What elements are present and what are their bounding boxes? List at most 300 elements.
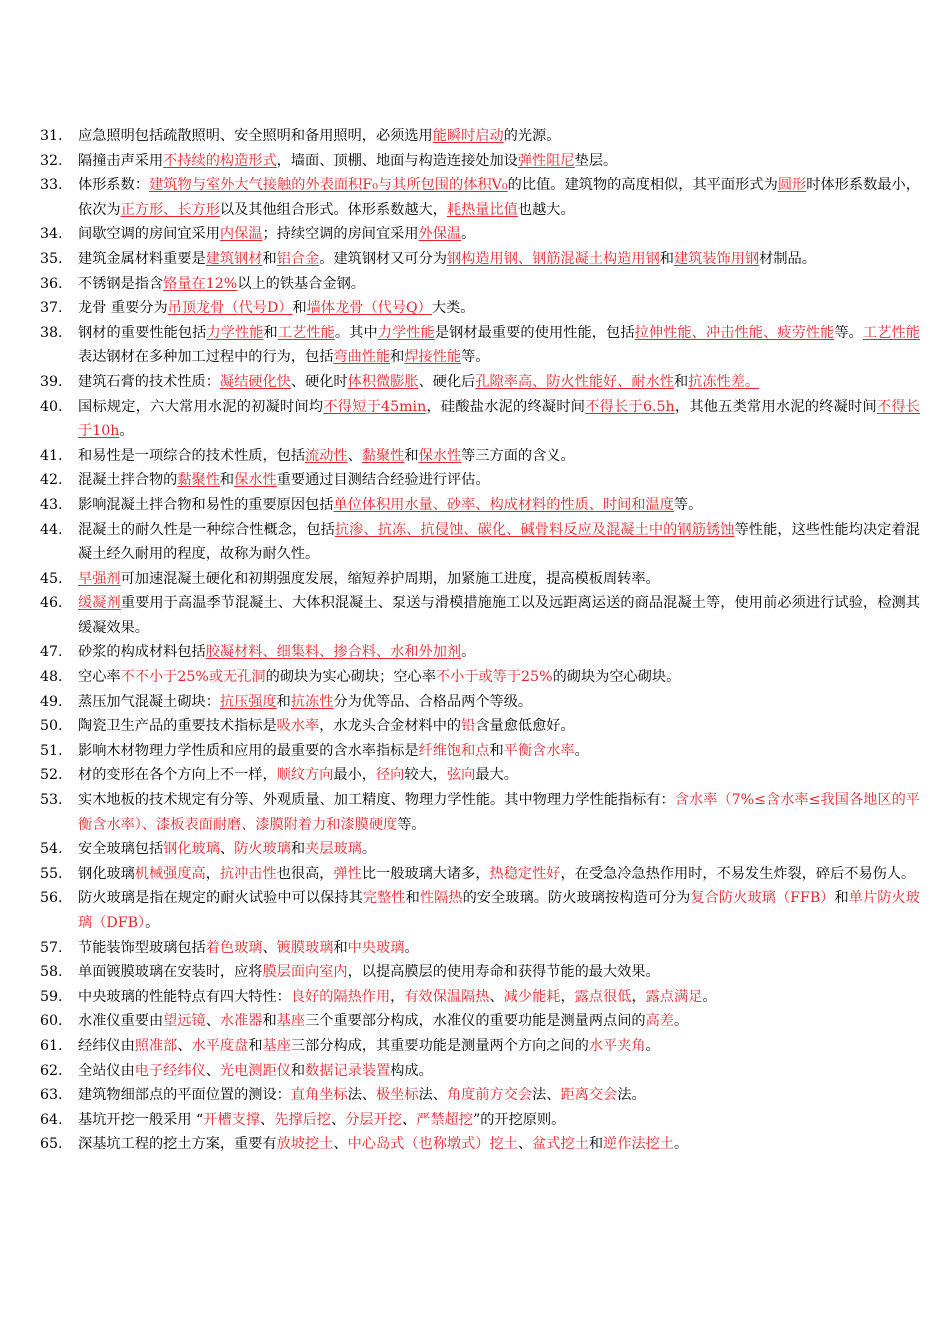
item-text: [78, 936, 920, 961]
item-number: 50.: [40, 718, 63, 735]
text-segment: 陶瓷卫生产品的重要技术指标是: [78, 718, 277, 735]
document-body: [40, 124, 920, 1157]
text-segment: 较大，: [404, 767, 447, 784]
list-item: [40, 960, 920, 985]
text-segment: 。: [645, 1037, 660, 1054]
text-segment: 大类。: [431, 300, 475, 317]
text-segment: ，: [631, 988, 646, 1005]
list-item: [40, 149, 920, 174]
list-item: [40, 518, 920, 567]
highlighted-term: 不得短于45min: [323, 398, 427, 415]
highlighted-term: 严禁超挖: [416, 1111, 473, 1128]
text-segment: 、: [219, 841, 235, 858]
text-segment: 等三方面的含义。: [461, 447, 575, 464]
item-text: [78, 296, 920, 321]
list-item: [40, 886, 920, 935]
highlighted-term: 平衡含水率: [503, 742, 575, 759]
text-segment: 。: [145, 915, 160, 931]
list-item: [40, 1009, 920, 1034]
highlighted-term: 建筑物与室外大气接触的外表面积F₀与其所包围的体积V₀: [149, 177, 508, 194]
list-item: [40, 124, 920, 149]
highlighted-term: 抗冻性: [290, 693, 334, 710]
highlighted-term: 不持续的构造形式: [163, 152, 277, 169]
item-number: 53.: [40, 792, 63, 809]
list-item: [40, 247, 920, 272]
highlighted-term: 力学性能: [206, 324, 264, 341]
item-text: [78, 567, 920, 592]
text-segment: 、: [205, 1013, 220, 1030]
text-segment: 的安全玻璃。防火玻璃按构造可分为: [462, 890, 691, 907]
highlighted-term: 极坐标: [375, 1087, 419, 1104]
item-text: [78, 321, 920, 370]
text-segment: 隔撞击声采用: [78, 152, 164, 169]
highlighted-term: 防火玻璃: [234, 841, 291, 858]
list-item: [40, 1083, 920, 1108]
text-segment: 和易性是一项综合的技术性质，包括: [78, 447, 306, 464]
highlighted-term: 基座: [262, 1037, 291, 1054]
item-number: 43.: [40, 496, 63, 513]
highlighted-term: 力学性能: [377, 324, 435, 341]
highlighted-term: 吊顶龙骨（代号D）: [167, 300, 293, 317]
highlighted-term: 弦向: [446, 767, 476, 784]
text-segment: 等。: [397, 816, 426, 833]
highlighted-term: 直角坐标: [290, 1087, 348, 1104]
list-item: [40, 936, 920, 961]
text-segment: 。: [702, 988, 717, 1005]
list-item: [40, 837, 920, 862]
highlighted-term: 吸水率: [276, 718, 320, 735]
highlighted-term: 水平度盘: [191, 1037, 249, 1054]
list-item: [40, 739, 920, 764]
item-number: 31.: [40, 128, 63, 144]
item-number: 44.: [40, 521, 63, 538]
text-segment: 。: [461, 226, 476, 243]
text-segment: 、: [517, 1136, 533, 1153]
list-item: [40, 714, 920, 739]
text-segment: 国标规定，六大常用水泥的初凝时间均: [78, 398, 324, 415]
text-segment: 和: [673, 373, 689, 390]
highlighted-term: 钢化玻璃: [163, 841, 220, 858]
item-number: 59.: [40, 988, 63, 1005]
item-text: [78, 1132, 920, 1157]
text-segment: ，: [560, 988, 575, 1005]
item-text: [78, 1009, 920, 1034]
highlighted-term: 照准部: [134, 1037, 178, 1054]
list-item: [40, 1034, 920, 1059]
text-segment: 钢材的重要性能包括: [78, 324, 207, 341]
highlighted-term: 弯曲性能: [333, 349, 391, 366]
text-segment: 、: [401, 1111, 417, 1128]
highlighted-term: 水准器: [219, 1013, 263, 1030]
highlighted-term: 单片防火玻璃（DFB）: [78, 890, 920, 931]
text-segment: 实木地板的技术规定有分等、外观质量、加工精度、物理力学性能。其中物理力学性能指标有：: [78, 792, 675, 809]
highlighted-term: 中央玻璃: [347, 939, 405, 956]
highlighted-term: 热稳定性好: [489, 865, 561, 882]
text-segment: 法、: [532, 1087, 561, 1104]
text-segment: 防火玻璃是指在规定的耐火试验中可以保持其: [78, 890, 363, 907]
highlighted-term: 露点满足: [645, 988, 703, 1005]
highlighted-term: 不得长于10h: [78, 398, 920, 440]
item-text: [78, 370, 920, 395]
item-text: [78, 690, 920, 715]
text-segment: 钢化玻璃: [78, 865, 135, 882]
list-item: [40, 763, 920, 788]
item-number: 52.: [40, 767, 63, 784]
text-segment: 以上的铁基合金钢。: [237, 275, 365, 292]
item-number: 48.: [40, 669, 63, 686]
highlighted-term: 拉伸性能、冲击性能、疲劳性能: [634, 324, 835, 341]
item-text: [78, 247, 920, 272]
text-segment: 和: [659, 250, 674, 267]
text-segment: 混凝土的耐久性是一种综合性概念，包括: [78, 521, 335, 538]
text-segment: ，墙面、顶棚、地面与构造连接处加设: [276, 152, 518, 169]
text-segment: 时体形系数最小，依次为: [78, 177, 920, 218]
item-text: [78, 493, 920, 518]
list-item: [40, 395, 920, 444]
highlighted-term: 含水率（7%≤含水率≤我国各地区的平衡含水率）、漆板表面耐磨、漆膜附着力和漆膜硬度: [78, 792, 920, 833]
text-segment: 。其中: [334, 324, 378, 341]
highlighted-term: 黏聚性: [361, 447, 405, 464]
text-segment: 和: [262, 250, 277, 267]
item-text: [78, 272, 920, 297]
item-number: 65.: [40, 1136, 63, 1153]
highlighted-term: 盆式挖土: [532, 1136, 589, 1153]
item-text: [78, 591, 920, 640]
text-segment: 等。: [673, 496, 703, 513]
highlighted-term: 孔隙率高、防火性能好、耐水性: [475, 373, 674, 390]
text-segment: 法。: [617, 1087, 646, 1104]
text-segment: 、: [333, 1136, 348, 1153]
text-segment: 。: [674, 1013, 689, 1030]
list-item: [40, 222, 920, 247]
highlighted-term: 望远镜: [163, 1013, 206, 1030]
text-segment: 全站仪由: [78, 1062, 135, 1079]
item-text: [78, 149, 920, 174]
text-segment: 的砌块为实心砌块；空心率: [265, 669, 436, 686]
highlighted-term: 流动性: [305, 447, 348, 464]
text-segment: 可加速混凝土硬化和初期强度发展，缩短养护周期，加紧施工进度，提高模板周转率。: [120, 570, 660, 587]
text-segment: 等。: [461, 349, 490, 366]
text-segment: 深基坑工程的挖土方案，重要有: [78, 1136, 277, 1153]
highlighted-term: 良好的隔热作用: [290, 988, 391, 1005]
text-segment: 等性能，这些性能均决定着混凝土经久耐用的程度，故称为耐久性。: [78, 521, 920, 563]
list-item: [40, 493, 920, 518]
text-segment: 中央玻璃的性能特点有四大特性：: [78, 988, 291, 1005]
highlighted-term: 角度前方交会: [446, 1087, 533, 1104]
item-text: [78, 1034, 920, 1059]
item-number: 64.: [40, 1111, 63, 1128]
highlighted-term: 弹性: [333, 865, 362, 882]
highlighted-term: 胶凝材料、细集料、掺合料、水和外加剂: [205, 644, 462, 661]
text-segment: 、硬化时: [290, 373, 348, 390]
text-segment: 混凝土拌合物的: [78, 472, 178, 489]
highlighted-term: 不不小于25%或无孔洞: [120, 669, 266, 686]
highlighted-term: 镀膜玻璃: [276, 939, 334, 956]
item-number: 38.: [40, 324, 63, 341]
text-segment: 间歇空调的房间宜采用: [78, 226, 220, 243]
list-item: [40, 690, 920, 715]
highlighted-term: 夹层玻璃: [305, 841, 362, 858]
item-text: [78, 886, 920, 935]
highlighted-term: 着色玻璃: [205, 939, 263, 956]
item-number: 54.: [40, 841, 63, 858]
highlighted-term: 缓凝剂: [78, 595, 121, 612]
list-item: [40, 468, 920, 493]
highlighted-term: 耗热量比值: [446, 201, 518, 218]
text-segment: 、: [260, 1111, 275, 1128]
highlighted-term: 建筑钢材: [205, 250, 263, 267]
text-segment: 也越大。: [517, 201, 575, 218]
text-segment: 等。: [834, 324, 863, 341]
text-segment: 。: [574, 742, 589, 759]
text-segment: 体形系数：: [78, 177, 150, 194]
highlighted-term: 钢构造用钢、钢筋混凝土构造用钢: [446, 250, 660, 267]
text-segment: 影响混凝土拌合物和易性的重要原因包括: [78, 496, 334, 513]
text-segment: 法、: [418, 1087, 447, 1104]
text-segment: 分为优等品、合格品两个等级。: [333, 693, 533, 710]
text-segment: 重要用于高温季节混凝土、大体积混凝土、泵送与滑模措施施工以及远距离运送的商品混凝土等，使用前必须进行试验，检测其缓凝效果。: [78, 595, 920, 636]
list-item: [40, 1108, 920, 1133]
item-text: [78, 395, 920, 444]
text-segment: 经纬仪由: [78, 1037, 135, 1054]
text-segment: 龙骨 重要分为: [78, 300, 168, 317]
item-number: 57.: [40, 939, 63, 956]
highlighted-term: 抗渗、抗冻、抗侵蚀、碳化、碱骨料反应及混凝土中的钢筋锈蚀: [334, 521, 735, 538]
text-segment: 和: [276, 693, 291, 710]
highlighted-term: 距离交会: [560, 1087, 618, 1104]
highlighted-term: 电子经纬仪: [134, 1062, 206, 1079]
highlighted-term: 铬量在12%: [163, 275, 238, 292]
text-segment: 含量愈低愈好。: [475, 718, 575, 735]
item-number: 33.: [40, 177, 63, 194]
item-number: 46.: [40, 595, 63, 612]
text-segment: 和: [489, 742, 504, 759]
text-segment: 和: [290, 841, 306, 858]
text-segment: 、: [177, 1037, 192, 1054]
text-segment: 、: [489, 988, 504, 1005]
item-number: 37.: [40, 300, 63, 317]
highlighted-term: 先撑后挖: [274, 1111, 331, 1128]
highlighted-term: 早强剂: [78, 570, 121, 587]
text-segment: ，硅酸盐水泥的终凝时间: [426, 398, 586, 415]
text-segment: 影响木材物理力学性质和应用的最重要的含水率指标是: [78, 742, 419, 759]
item-number: 34.: [40, 226, 63, 243]
item-number: 62.: [40, 1062, 63, 1079]
item-number: 36.: [40, 275, 63, 292]
highlighted-term: 工艺性能: [277, 324, 335, 341]
highlighted-term: 数据记录装置: [305, 1062, 391, 1079]
item-number: 60.: [40, 1013, 63, 1030]
text-segment: 材制品。: [759, 250, 816, 267]
highlighted-term: 复合防火玻璃（FFB）: [690, 890, 835, 907]
text-segment: 和: [292, 300, 307, 317]
text-segment: 空心率: [78, 669, 121, 686]
highlighted-term: 铅: [461, 718, 476, 735]
list-item: [40, 788, 920, 837]
text-segment: 和: [263, 324, 278, 341]
highlighted-term: 黏聚性: [177, 472, 220, 489]
highlighted-term: 径向: [375, 767, 405, 784]
list-item: [40, 296, 920, 321]
highlighted-term: 内保温: [219, 226, 263, 243]
highlighted-term: 抗冲击性: [219, 865, 277, 882]
text-segment: 和: [405, 890, 420, 907]
text-segment: ，在受急冷急热作用时，不易发生炸裂，碎后不易伤人。: [560, 865, 916, 882]
highlighted-term: 圆形: [777, 177, 807, 194]
list-item: [40, 567, 920, 592]
text-segment: 、: [262, 939, 277, 956]
text-segment: ，: [390, 988, 405, 1005]
item-text: [78, 763, 920, 788]
item-text: [78, 1108, 920, 1133]
text-segment: 比一般玻璃大诸多，: [361, 865, 490, 882]
list-item: [40, 1132, 920, 1157]
highlighted-term: 高差: [645, 1013, 674, 1030]
highlighted-term: 正方形、长方形: [120, 201, 220, 218]
highlighted-term: 顺纹方向: [276, 767, 334, 784]
item-text: [78, 222, 920, 247]
highlighted-term: 露点很低: [574, 988, 632, 1005]
item-text: [78, 640, 920, 665]
text-segment: 砂浆的构成材料包括: [78, 644, 206, 661]
text-segment: 和: [390, 349, 405, 366]
item-text: [78, 837, 920, 862]
highlighted-term: 单位体积用水量、砂率、构成材料的性质、时间和温度: [333, 496, 674, 513]
text-segment: 和: [219, 472, 235, 489]
item-number: 56.: [40, 890, 63, 907]
text-segment: 最大。: [475, 767, 518, 784]
item-text: [78, 1059, 920, 1084]
text-segment: 、: [331, 1111, 346, 1128]
text-segment: ；持续空调的房间宜采用: [262, 226, 419, 243]
highlighted-term: 焊接性能: [404, 349, 462, 366]
highlighted-term: 中心岛式（也称墩式）挖土: [347, 1136, 518, 1153]
text-segment: ，: [205, 865, 220, 882]
text-segment: 建筑金属材料重要是: [78, 250, 206, 267]
highlighted-term: 铝合金: [276, 250, 320, 267]
highlighted-term: 水平夹角: [588, 1037, 646, 1054]
text-segment: 。: [361, 841, 377, 858]
text-segment: 和: [588, 1136, 604, 1153]
text-segment: 和: [262, 1013, 277, 1030]
text-segment: 三个重要部分构成，水准仪的重要功能是测量两点间的: [305, 1013, 646, 1030]
text-segment: 、硬化后: [418, 373, 476, 390]
text-segment: 和: [404, 447, 419, 464]
item-number: 41.: [40, 447, 63, 464]
text-segment: 安全玻璃包括: [78, 841, 164, 858]
text-segment: 不锈钢是指含: [78, 275, 164, 292]
text-segment: 建筑石膏的技术性质：: [78, 373, 220, 390]
text-segment: ”的开挖原则。: [472, 1111, 566, 1128]
list-item: [40, 444, 920, 469]
text-segment: 应急照明包括疏散照明、安全照明和备用照明，必须选用: [78, 128, 433, 144]
highlighted-term: 保水性: [418, 447, 462, 464]
item-text: [78, 468, 920, 493]
text-segment: 。建筑钢材又可分为: [319, 250, 447, 267]
highlighted-term: 光电测距仪: [219, 1062, 291, 1079]
text-segment: 表达钢材在多种加工过程中的行为，包括: [78, 349, 334, 366]
item-number: 32.: [40, 152, 63, 169]
highlighted-term: 工艺性能: [862, 324, 920, 341]
text-segment: ，水龙头合金材料中的: [319, 718, 462, 735]
item-text: [78, 124, 920, 149]
item-number: 35.: [40, 250, 63, 267]
item-number: 55.: [40, 865, 63, 882]
text-segment: 的砌块为空心砌块。: [552, 669, 681, 686]
item-number: 63.: [40, 1087, 63, 1104]
text-segment: ，其他五类常用水泥的终凝时间: [674, 398, 877, 415]
text-segment: 也很高，: [276, 865, 334, 882]
text-segment: 和: [248, 1037, 263, 1054]
item-number: 39.: [40, 373, 63, 390]
list-item: [40, 862, 920, 887]
list-item: [40, 173, 920, 222]
text-segment: 材的变形在各个方向上不一样，: [78, 767, 277, 784]
list-item: [40, 321, 920, 370]
item-number: 51.: [40, 742, 63, 759]
highlighted-term: 建筑装饰用钢: [673, 250, 760, 267]
text-segment: 单面镀膜玻璃在安装时，应将: [78, 964, 263, 981]
text-segment: 重要通过目测结合经验进行评估。: [276, 472, 490, 489]
text-segment: 。: [674, 1136, 689, 1153]
list-item: [40, 985, 920, 1010]
text-segment: 构成。: [390, 1062, 433, 1079]
item-number: 58.: [40, 964, 63, 981]
highlighted-term: 有效保温隔热: [404, 988, 490, 1005]
text-segment: 法、: [347, 1087, 376, 1104]
text-segment: 的比值。建筑物的高度相似，其平面形式为: [507, 177, 778, 194]
item-number: 47.: [40, 644, 63, 661]
text-segment: 、: [347, 447, 362, 464]
text-segment: 是钢材最重要的使用性能，包括: [434, 324, 635, 341]
text-segment: 、: [205, 1062, 220, 1079]
highlighted-term: 分层开挖: [345, 1111, 402, 1128]
highlighted-term: 抗冻性差。: [688, 373, 760, 390]
highlighted-term: 墙体龙骨（代号Q）: [306, 300, 432, 317]
text-segment: 建筑物细部点的平面位置的测设：: [78, 1087, 291, 1104]
item-text: [78, 1083, 920, 1108]
item-text: [78, 788, 920, 837]
item-text: [78, 985, 920, 1010]
highlighted-term: 体积微膨胀: [347, 373, 419, 390]
text-segment: 。: [461, 644, 476, 661]
highlighted-term: 能瞬时启动: [432, 128, 504, 144]
item-text: [78, 518, 920, 567]
highlighted-term: 开槽支撑: [203, 1111, 261, 1128]
text-segment: 和: [333, 939, 348, 956]
item-text: [78, 862, 920, 887]
text-segment: ，以提高膜层的使用寿命和获得节能的最大效果。: [347, 964, 660, 981]
highlighted-term: 保水性: [234, 472, 277, 489]
item-number: 61.: [40, 1037, 63, 1054]
item-number: 45.: [40, 570, 63, 587]
text-segment: 三部分构成，其重要功能是测量两个方向之间的: [290, 1037, 589, 1054]
highlighted-term: 不小于或等于25%: [435, 669, 553, 686]
text-segment: 水准仪重要由: [78, 1013, 164, 1030]
text-segment: 基坑开挖一般采用 “: [78, 1111, 204, 1128]
highlighted-term: 纤维饱和点: [418, 742, 490, 759]
highlighted-term: 减少能耗: [503, 988, 561, 1005]
highlighted-term: 完整性: [362, 890, 406, 907]
list-item: [40, 591, 920, 640]
text-segment: 以及其他组合形式。体形系数越大，: [219, 201, 447, 218]
list-item: [40, 640, 920, 665]
item-text: [78, 665, 920, 690]
item-text: [78, 960, 920, 985]
item-number: 40.: [40, 398, 63, 415]
highlighted-term: 凝结硬化快: [219, 373, 291, 390]
highlighted-term: 弹性阻尼: [517, 152, 575, 169]
